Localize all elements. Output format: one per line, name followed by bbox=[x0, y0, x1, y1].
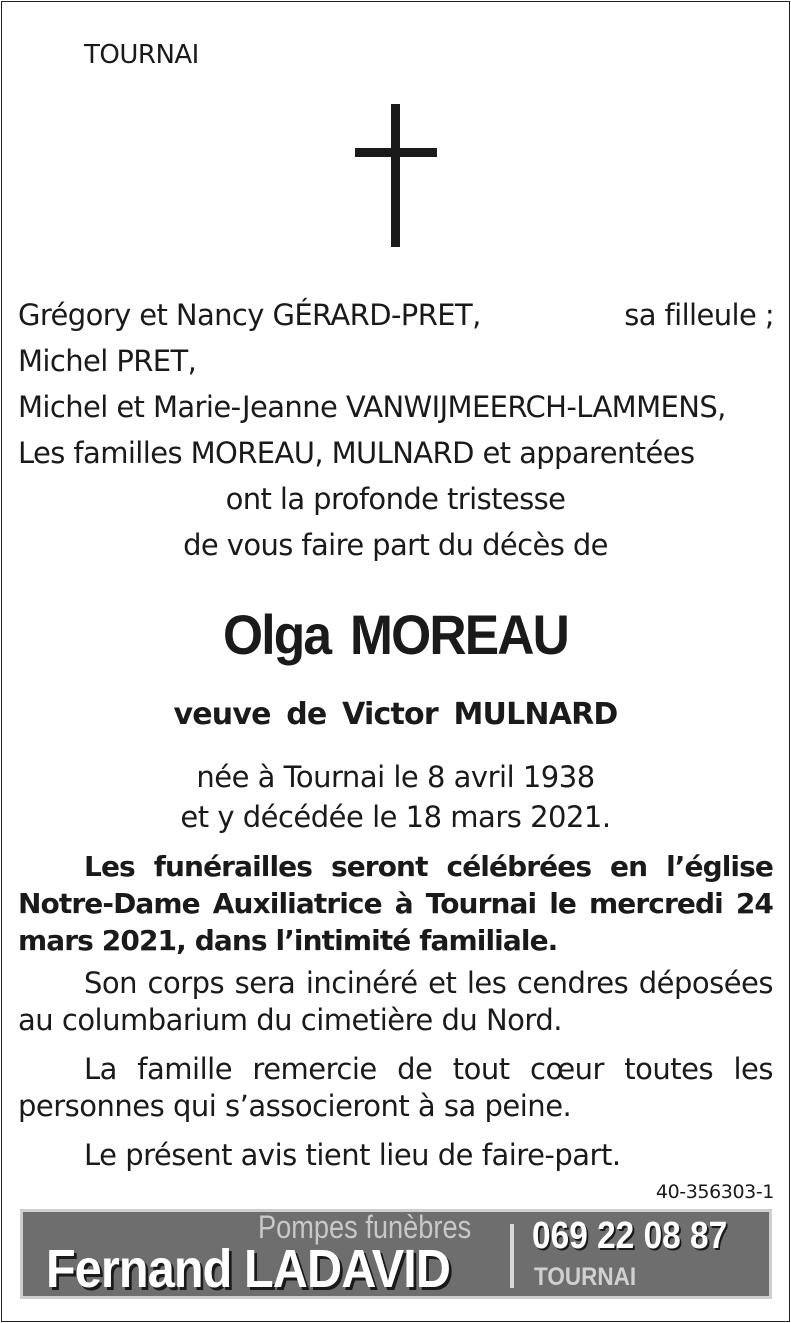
service-label: Pompes funèbres bbox=[258, 1209, 472, 1245]
thanks-paragraph bbox=[18, 1051, 773, 1125]
family-line-1: Grégory et Nancy GÉRARD-PRET, bbox=[18, 298, 481, 332]
family-line-3: Michel et Marie-Jeanne VANWIJMEERCH-LAMMENS, bbox=[18, 390, 726, 424]
footer-town: TOURNAI bbox=[534, 1263, 637, 1291]
death-info: et y décédée le 18 mars 2021. bbox=[180, 800, 611, 834]
cross-vertical-bar bbox=[391, 104, 400, 247]
phone-number: 069 22 08 87 bbox=[532, 1215, 728, 1257]
funeral-text: Les funérailles seront célébrées en l’église Notre-Dame Auxiliatrice à Tournai le mercredi 24 mars 2021, dans l’intimité familiale. bbox=[18, 850, 773, 957]
company-name: Fernand LADAVID bbox=[46, 1239, 451, 1299]
notice-paragraph bbox=[18, 1137, 773, 1174]
announcement-line-1: ont la profonde tristesse bbox=[225, 482, 566, 516]
cremation-text: Son corps sera incinéré et les cendres déposées au columbarium du cimetière du Nord. bbox=[18, 966, 773, 1037]
family-line-4: Les familles MOREAU, MULNARD et apparentées bbox=[18, 436, 695, 470]
city-heading: TOURNAI bbox=[84, 40, 199, 70]
notice-text: Le présent avis tient lieu de faire-part. bbox=[84, 1138, 621, 1172]
reference-number: 40-356303-1 bbox=[655, 1181, 774, 1203]
deceased-name: Olga MOREAU bbox=[223, 603, 568, 666]
deceased-spouse: veuve de Victor MULNARD bbox=[173, 697, 618, 732]
cremation-paragraph bbox=[18, 965, 773, 1039]
banner-divider bbox=[510, 1224, 514, 1288]
birth-info: née à Tournai le 8 avril 1938 bbox=[196, 760, 595, 794]
thanks-text: La famille remercie de tout cœur toutes les personnes qui s’associeront à sa peine. bbox=[18, 1052, 773, 1123]
funeral-paragraph bbox=[18, 848, 773, 959]
family-line-1-relation: sa filleule ; bbox=[624, 298, 774, 332]
announcement-line-2: de vous faire part du décès de bbox=[183, 528, 608, 562]
cross-horizontal-bar bbox=[355, 148, 437, 157]
family-line-2: Michel PRET, bbox=[18, 344, 197, 378]
